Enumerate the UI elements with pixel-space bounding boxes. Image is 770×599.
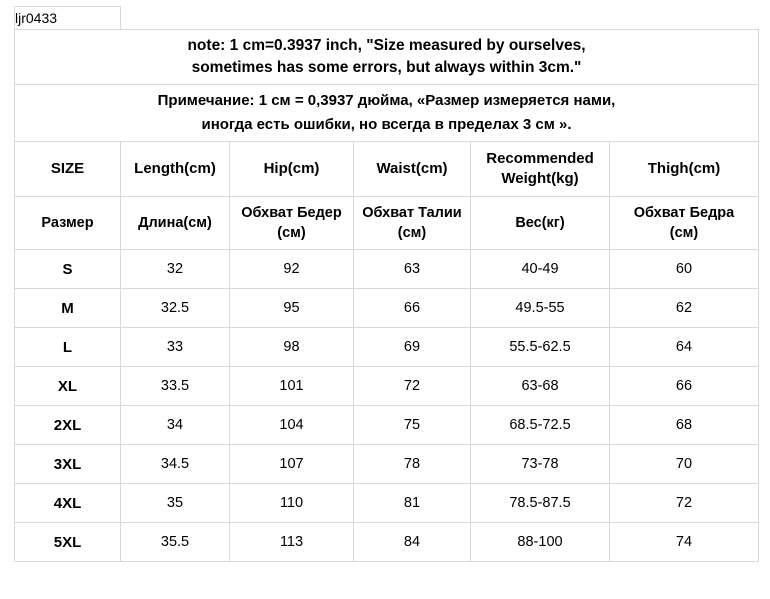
header-weight-ru <box>471 197 610 250</box>
table-row <box>15 406 759 445</box>
cell-length: 35 <box>121 484 230 523</box>
cell-size: 2XL <box>15 406 121 445</box>
table-header-row-en <box>15 142 759 197</box>
cell-waist: 63 <box>354 250 471 289</box>
header-thigh: Thigh(cm) <box>610 142 759 197</box>
header-thigh-ru <box>610 197 759 250</box>
header-weight-ru-line1: Вес(кг) <box>515 215 565 231</box>
cell-length: 33.5 <box>121 367 230 406</box>
cell-waist: 66 <box>354 289 471 328</box>
cell-size: XL <box>15 367 121 406</box>
table-row <box>15 250 759 289</box>
cell-length: 32 <box>121 250 230 289</box>
cell-hip: 95 <box>230 289 354 328</box>
spacer-cell <box>610 7 759 30</box>
header-waist-ru-line1: Обхват Талии <box>362 205 462 221</box>
cell-length: 34.5 <box>121 445 230 484</box>
table-row-note-ru <box>15 85 759 142</box>
cell-thigh: 60 <box>610 250 759 289</box>
spacer-cell <box>354 7 471 30</box>
cell-hip: 101 <box>230 367 354 406</box>
cell-length: 34 <box>121 406 230 445</box>
note-russian <box>15 85 759 142</box>
cell-thigh: 62 <box>610 289 759 328</box>
header-recommended-weight-line2: Weight(kg) <box>501 170 579 187</box>
cell-size: 4XL <box>15 484 121 523</box>
cell-size: L <box>15 328 121 367</box>
product-code-cell: ljr0433 <box>15 7 121 30</box>
table-row <box>15 523 759 562</box>
table-row <box>15 445 759 484</box>
cell-thigh: 74 <box>610 523 759 562</box>
size-chart-document <box>0 6 770 599</box>
size-chart-table <box>14 6 759 562</box>
cell-size: 3XL <box>15 445 121 484</box>
header-hip: Hip(cm) <box>230 142 354 197</box>
table-row <box>15 289 759 328</box>
cell-weight: 88-100 <box>471 523 610 562</box>
header-thigh-ru-line1: Обхват Бедра <box>633 205 735 221</box>
cell-weight: 73-78 <box>471 445 610 484</box>
cell-weight: 63-68 <box>471 367 610 406</box>
cell-hip: 92 <box>230 250 354 289</box>
note-english-line1: note: 1 cm=0.3937 inch, "Size measured by ourselves, <box>187 37 586 54</box>
spacer-cell <box>471 7 610 30</box>
cell-weight: 49.5-55 <box>471 289 610 328</box>
cell-waist: 72 <box>354 367 471 406</box>
cell-size: 5XL <box>15 523 121 562</box>
note-english <box>15 30 759 85</box>
cell-waist: 81 <box>354 484 471 523</box>
cell-thigh: 64 <box>610 328 759 367</box>
header-size: SIZE <box>15 142 121 197</box>
header-waist-ru-line2: (см) <box>397 225 427 241</box>
table-row <box>15 367 759 406</box>
cell-weight: 78.5-87.5 <box>471 484 610 523</box>
table-row-code <box>15 7 759 30</box>
spacer-cell <box>121 7 230 30</box>
table-row <box>15 484 759 523</box>
cell-size: M <box>15 289 121 328</box>
table-row-note-en <box>15 30 759 85</box>
header-recommended-weight-line1: Recommended <box>486 150 594 167</box>
header-waist: Waist(cm) <box>354 142 471 197</box>
cell-thigh: 72 <box>610 484 759 523</box>
header-size-ru <box>15 197 121 250</box>
cell-waist: 75 <box>354 406 471 445</box>
header-hip-ru-line2: (см) <box>277 225 306 241</box>
header-hip-ru <box>230 197 354 250</box>
table-row <box>15 328 759 367</box>
cell-weight: 55.5-62.5 <box>471 328 610 367</box>
cell-waist: 69 <box>354 328 471 367</box>
cell-length: 32.5 <box>121 289 230 328</box>
header-length: Length(cm) <box>121 142 230 197</box>
cell-length: 33 <box>121 328 230 367</box>
cell-size: S <box>15 250 121 289</box>
cell-waist: 84 <box>354 523 471 562</box>
cell-hip: 104 <box>230 406 354 445</box>
header-recommended-weight <box>471 142 610 197</box>
header-length-ru-line1: Длина(см) <box>138 215 212 231</box>
header-length-ru <box>121 197 230 250</box>
spacer-cell <box>230 7 354 30</box>
note-english-line2: sometimes has some errors, but always within 3cm." <box>191 59 582 76</box>
cell-hip: 110 <box>230 484 354 523</box>
table-header-row-ru <box>15 197 759 250</box>
header-thigh-ru-line2: (см) <box>669 225 699 241</box>
header-waist-ru <box>354 197 471 250</box>
note-russian-line1: Примечание: 1 см = 0,3937 дюйма, «Размер измеряется нами, <box>157 92 616 109</box>
note-russian-line2: иногда есть ошибки, но всегда в пределах 3 см ». <box>201 116 572 133</box>
cell-weight: 40-49 <box>471 250 610 289</box>
cell-weight: 68.5-72.5 <box>471 406 610 445</box>
cell-thigh: 68 <box>610 406 759 445</box>
cell-hip: 107 <box>230 445 354 484</box>
cell-hip: 98 <box>230 328 354 367</box>
header-hip-ru-line1: Обхват Бедер <box>241 205 342 221</box>
header-size-ru-line1: Размер <box>41 215 94 231</box>
cell-thigh: 70 <box>610 445 759 484</box>
cell-hip: 113 <box>230 523 354 562</box>
cell-thigh: 66 <box>610 367 759 406</box>
cell-waist: 78 <box>354 445 471 484</box>
cell-length: 35.5 <box>121 523 230 562</box>
